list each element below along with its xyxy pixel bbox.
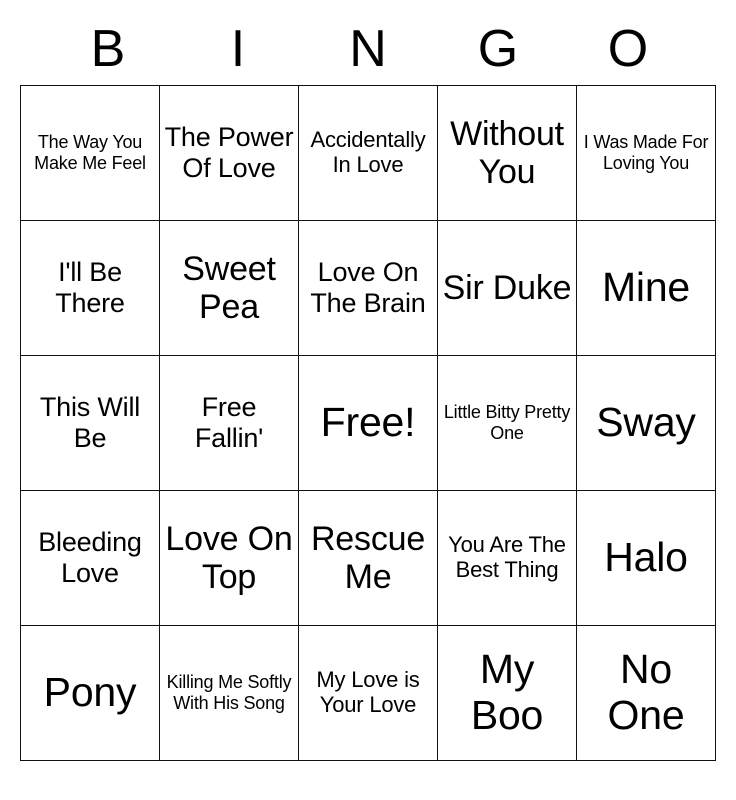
bingo-cell-text: Without You xyxy=(450,114,564,191)
bingo-cell[interactable] xyxy=(21,355,160,490)
bingo-cell-text: You Are The Best Thing xyxy=(448,531,566,582)
header-letter-i: I xyxy=(230,20,246,78)
bingo-cell[interactable] xyxy=(577,85,716,220)
bingo-cell[interactable] xyxy=(577,220,716,355)
bingo-cell[interactable] xyxy=(438,355,577,490)
bingo-cell-text: Sweet Pea xyxy=(182,249,276,326)
bingo-cell[interactable] xyxy=(21,490,160,625)
bingo-cell[interactable] xyxy=(438,625,577,760)
bingo-cell[interactable] xyxy=(160,355,299,490)
bingo-row xyxy=(21,625,716,760)
bingo-cell[interactable] xyxy=(438,220,577,355)
bingo-cell-text: This Will Be xyxy=(39,392,141,453)
header-letter-o: O xyxy=(607,20,649,78)
bingo-cell[interactable] xyxy=(21,625,160,760)
bingo-cell[interactable] xyxy=(577,490,716,625)
bingo-cell-text: No One xyxy=(607,645,685,738)
bingo-cell-text: I Was Made For Loving You xyxy=(583,132,709,173)
bingo-cell-text: Mine xyxy=(601,263,691,310)
bingo-cell[interactable] xyxy=(160,625,299,760)
header-letter-g: G xyxy=(477,20,519,78)
bingo-cell[interactable] xyxy=(21,220,160,355)
bingo-cell-text: Sway xyxy=(596,398,696,445)
bingo-cell-text: Killing Me Softly With His Song xyxy=(166,672,292,713)
bingo-cell[interactable] xyxy=(21,85,160,220)
bingo-cell[interactable] xyxy=(160,220,299,355)
bingo-cell-text: Sir Duke xyxy=(442,268,572,307)
bingo-cell-text: My Love is Your Love xyxy=(316,666,420,717)
bingo-header xyxy=(43,22,693,77)
bingo-cell-text: Free Fallin' xyxy=(194,392,264,453)
bingo-row xyxy=(21,85,716,220)
bingo-cell[interactable] xyxy=(160,490,299,625)
bingo-cell-text: Rescue Me xyxy=(310,519,426,596)
bingo-cell-text: I'll Be There xyxy=(55,257,125,318)
bingo-row xyxy=(21,355,716,490)
bingo-row xyxy=(21,490,716,625)
bingo-cell-text: The Power Of Love xyxy=(164,122,294,183)
bingo-cell-text: Love On The Brain xyxy=(310,257,426,318)
bingo-cell[interactable] xyxy=(299,490,438,625)
bingo-cell-text: Little Bitty Pretty One xyxy=(443,402,571,443)
bingo-cell-text: Accidentally In Love xyxy=(310,126,426,177)
bingo-row xyxy=(21,220,716,355)
bingo-cell-text: Pony xyxy=(43,668,137,715)
bingo-cell[interactable] xyxy=(577,625,716,760)
bingo-cell-text: Bleeding Love xyxy=(38,527,142,588)
bingo-cell[interactable] xyxy=(160,85,299,220)
bingo-grid xyxy=(20,85,716,761)
header-letter-n: N xyxy=(349,20,387,78)
bingo-cell-text: My Boo xyxy=(470,645,544,738)
bingo-cell[interactable] xyxy=(299,625,438,760)
bingo-cell[interactable] xyxy=(577,355,716,490)
bingo-cell-text: Free! xyxy=(320,398,416,445)
bingo-cell-text: Love On Top xyxy=(165,519,293,596)
bingo-cell-text: Halo xyxy=(604,533,688,580)
bingo-cell[interactable] xyxy=(299,355,438,490)
bingo-cell[interactable] xyxy=(299,220,438,355)
bingo-cell[interactable] xyxy=(438,490,577,625)
bingo-cell[interactable] xyxy=(438,85,577,220)
bingo-cell[interactable] xyxy=(299,85,438,220)
header-letter-b: B xyxy=(90,20,126,78)
bingo-cell-text: The Way You Make Me Feel xyxy=(34,132,146,173)
